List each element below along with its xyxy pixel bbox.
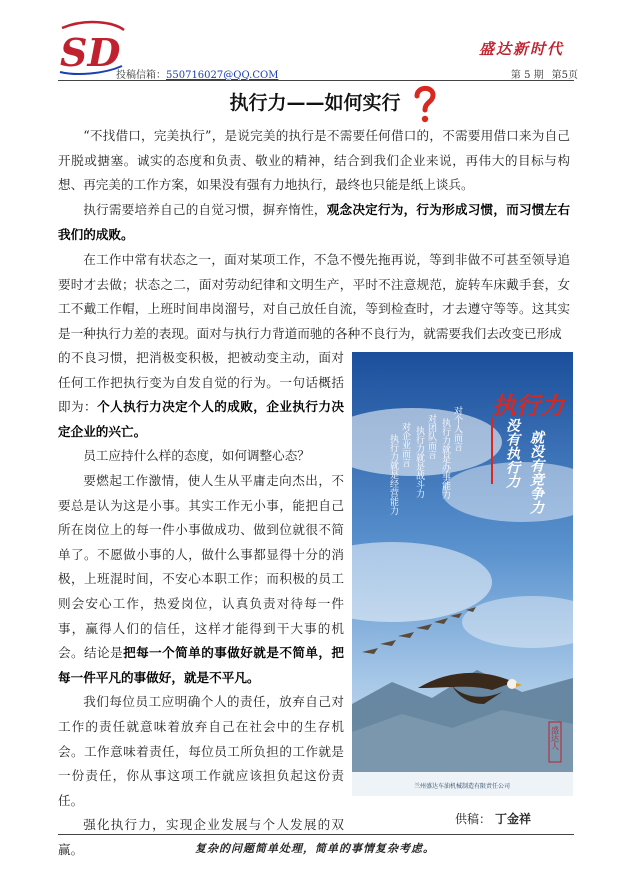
svg-text:SD: SD <box>60 30 121 75</box>
page-header <box>0 0 630 90</box>
paragraph-passion: 要燃起工作激情，使人生从平庸走向杰出，不要总是认为这是小事。其实工作无小事，能把自己所在岗位上的每一件小事做成功、做到位就很不简单了。不愿做小事的人，做什么事都显得十分的消极，上班混时间，不安心本职工作；而积极的员工则会安心工作，热爱岗位，认真负责对待每一件事，赢得人们的信任，这样才能得到干大事的机会。结论是把每一个简单的事做好就是不简单，把每一件平凡的事做好，就是不平凡。 <box>58 472 345 685</box>
paragraph-habits: 执行需要培养自己的自觉习惯，摒弃惰性，观念决定行为，行为形成习惯，而习惯左右我们的成败。 <box>58 202 571 242</box>
paragraph-attitude-question: 员工应持什么样的态度，如何调整心态？ <box>83 448 310 464</box>
poster-col-3: 对团队而言 <box>426 414 436 459</box>
poster-col-6: 执行力就是经营能力 <box>388 434 398 515</box>
paragraph-responsibility: 我们每位员工应明确个人的责任，放弃自己对工作的责任就意味着放弃自己在社会中的生存机会。工作意味着责任，每位员工所负担的工作就是一份责任，你从事这项工作就应该担负起这份责任。 <box>58 694 344 808</box>
execution-poster <box>352 352 573 796</box>
poster-col-4: 执行力就是战斗力 <box>414 426 424 498</box>
poster-col-5: 对企业而言 <box>400 422 410 467</box>
poster-company: 兰州盛达车油机械制造有限责任公司 <box>413 783 511 790</box>
poster-headline: 执行力 <box>492 391 564 420</box>
contact-line <box>116 66 278 81</box>
poster-col-2: 执行力就是办事能力 <box>440 418 450 499</box>
poster-slogan-2: 就没有竞争力 <box>528 430 544 514</box>
paragraph-states: 在工作中常有状态之一，面对某项工作，不急不慢先拖再说，等到非做不可甚至领导追要时才去做；状态之二，面对劳动纪律和文明生产，平时不注意规范，旋转车床戴手套，女工不戴工作帽，上班时间串岗溜号，对自己放任自流，等到检查时，才去遵守等等。这其实是一种执行力差的表现。面对与执行力背道而驰的各种不良行为，就需要我们去改变已形成 <box>58 252 570 341</box>
issue-info <box>503 66 578 81</box>
poster-col-1: 对个人而言 <box>452 406 462 451</box>
source-label: 供稿： <box>455 812 492 826</box>
contact-label: 投稿信箱： <box>116 70 166 81</box>
question-mark-icon <box>412 84 438 124</box>
footer-motto: 复杂的问题简单处理，简单的事情复杂考虑。 <box>195 842 435 855</box>
issue-number: 第 5 期 <box>510 70 544 81</box>
svg-text:盛达人: 盛达人 <box>550 726 560 750</box>
contact-email-link[interactable]: 550716027@QQ.COM <box>166 70 279 81</box>
paragraph-change-habits: 的不良习惯，把消极变积极，把被动变主动，面对任何工作把执行变为自发自觉的行为。一句话概括即为：个人执行力决定个人的成败，企业执行力决定企业的兴亡。 <box>58 350 345 439</box>
left-column <box>58 346 344 862</box>
paragraph-win-win: 强化执行力，实现企业发展与个人发展的双赢。 <box>58 817 344 857</box>
page-number: 第5页 <box>551 70 578 81</box>
poster-slogan-1: 没有执行力 <box>504 418 520 488</box>
article-source <box>455 810 531 827</box>
footer-divider <box>58 834 574 835</box>
publication-brand: 盛达新时代 <box>478 40 564 58</box>
paragraph-intro: “不找借口，完美执行”，是说完美的执行是不需要任何借口的，不需要用借口来为自己开脱或搪塞。诚实的态度和负责、敬业的精神，结合到我们企业来说，再伟大的目标与构想、再完美的工作方案，如果没有强有力地执行，最终也只能是纸上谈兵。 <box>58 128 570 193</box>
poster-image <box>352 352 573 796</box>
article-title: 执行力——如何实行 <box>229 92 401 114</box>
header-divider <box>58 80 574 81</box>
author-name: 丁金祥 <box>495 812 532 826</box>
